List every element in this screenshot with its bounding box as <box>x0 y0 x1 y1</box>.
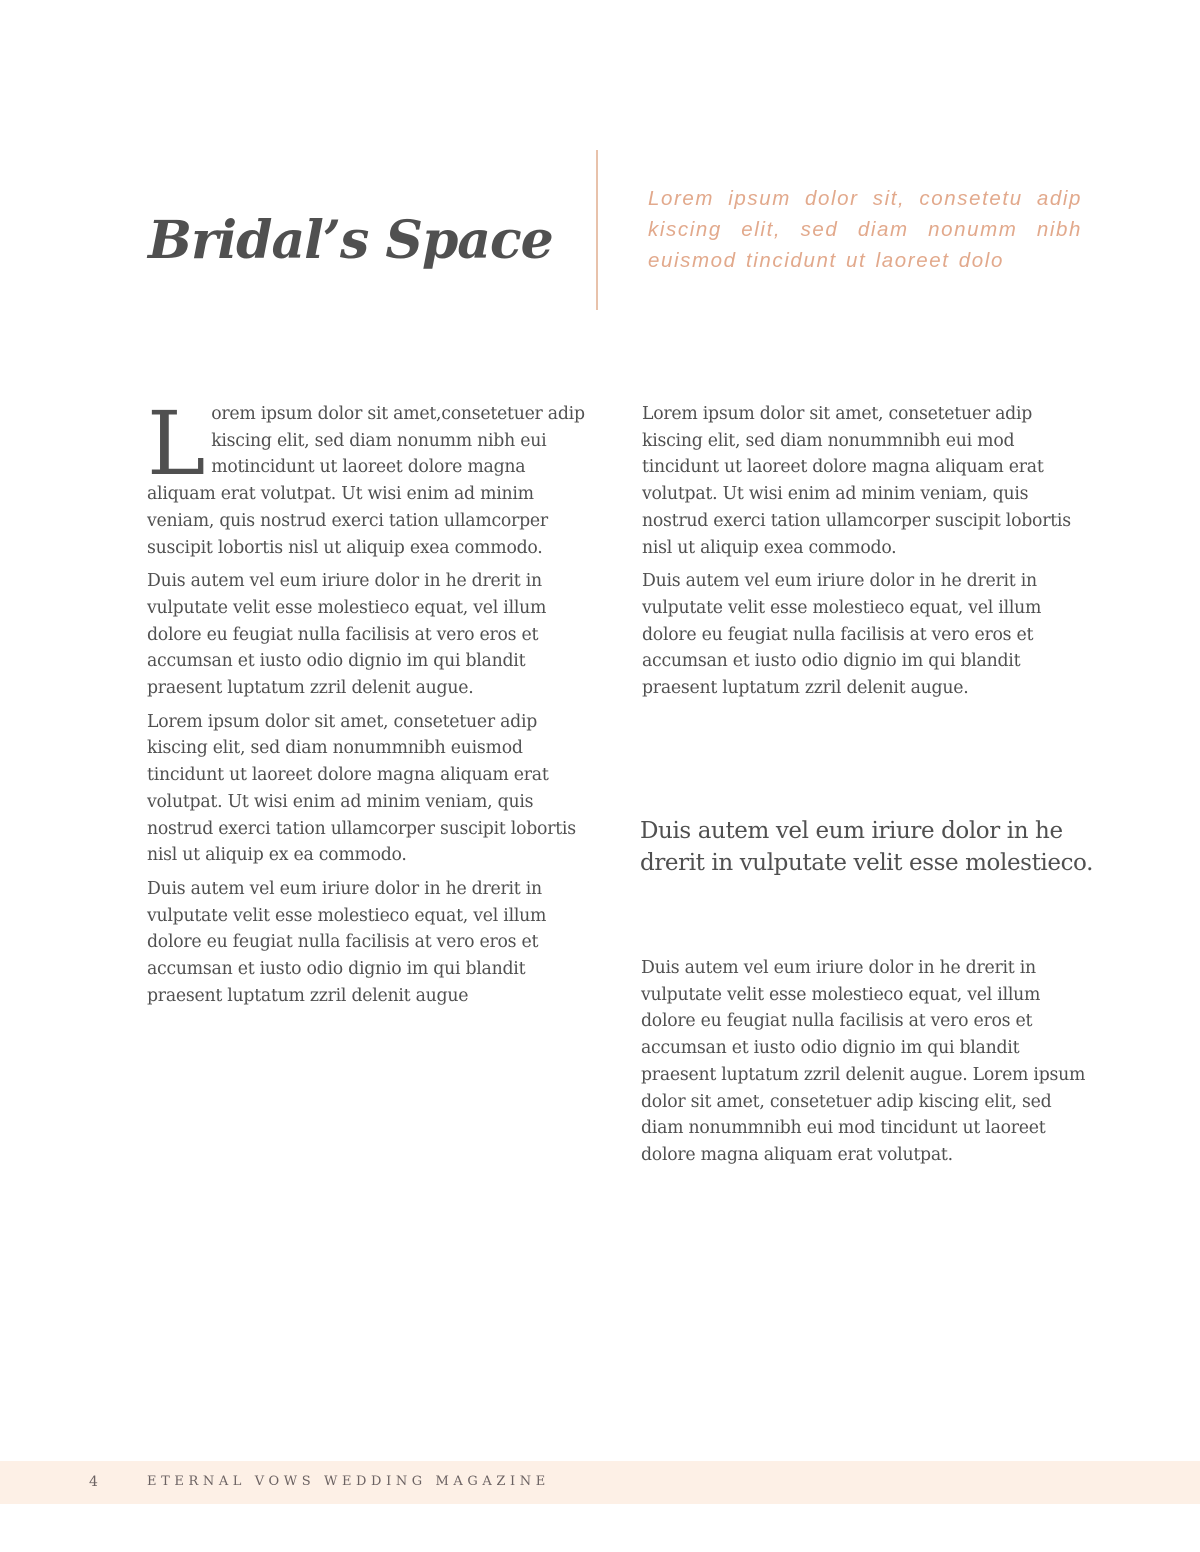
body-paragraph: Duis autem vel eum iriure dolor in he drerit in vulputate velit esse molestieco equat, vel illum dolore eu feugiat nulla facilisis at vero eros et accumsan et iusto odio dignio im qui blandit praesent luptatum zzril delenit augue. <box>642 571 1042 699</box>
body-paragraph: Lorem ipsum dolor sit amet, consetetuer adip kiscing elit, sed diam nonummnibh eui mod tincidunt ut laoreet dolore magna aliquam erat volutpat. Ut wisi enim ad minim veniam, quis nostrud exerci tation ullamcorper suscipit lobortis nisl ut aliquip exea commodo. <box>642 404 1071 558</box>
drop-cap: L <box>147 392 206 495</box>
page-number: 4 <box>89 1474 98 1490</box>
closing-paragraph: Duis autem vel eum iriure dolor in he drerit in vulputate velit esse molestieco equat, vel illum dolore eu feugiat nulla facilisis at vero eros et accumsan et iusto odio dignio im qui blandit praesent luptatum zzril delenit augue. Lorem ipsum dolor sit amet, consetetuer adip kiscing elit, sed diam nonummnibh eui mod tincidunt ut laoreet dolore magna aliquam erat volutpat. <box>641 958 1086 1165</box>
right-column <box>642 401 1092 709</box>
left-column <box>147 392 595 1016</box>
body-paragraph: Duis autem vel eum iriure dolor in he drerit in vulputate velit esse molestieco equat, vel illum dolore eu feugiat nulla facilisis at vero eros et accumsan et iusto odio dignio im qui blandit praesent luptatum zzril delenit augue. <box>147 571 547 699</box>
body-paragraph <box>147 392 595 561</box>
paragraph-text: orem ipsum dolor sit amet,consetetuer adip kiscing elit, sed diam nonumm nibh eui motincidunt ut laoreet dolore magna aliquam erat volutpat. Ut wisi enim ad minim veniam, quis nostrud exerci tation ullamcorper suscipit lobortis nisl ut aliquip exea commodo. <box>147 404 585 558</box>
pull-quote: Duis autem vel eum iriure dolor in he drerit in vulputate velit esse molestieco. <box>640 818 1094 876</box>
intro-text: Lorem ipsum dolor sit, consetetu adip kiscing elit, sed diam nonumm nibh euismod tincidunt ut laoreet dolo <box>648 187 1082 272</box>
magazine-name: ETERNAL VOWS WEDDING MAGAZINE <box>147 1474 550 1489</box>
vertical-divider <box>596 150 598 310</box>
body-paragraph: Lorem ipsum dolor sit amet, consetetuer adip kiscing elit, sed diam nonummnibh euismod tincidunt ut laoreet dolore magna aliquam erat volutpat. Ut wisi enim ad minim veniam, quis nostrud exerci tation ullamcorper suscipit lobortis nisl ut aliquip ex ea commodo. <box>147 711 576 866</box>
body-paragraph: Duis autem vel eum iriure dolor in he drerit in vulputate velit esse molestieco equat, vel illum dolore eu feugiat nulla facilisis at vero eros et accumsan et iusto odio dignio im qui blandit praesent luptatum zzril delenit augue <box>147 878 547 1006</box>
page-footer <box>0 1461 1200 1504</box>
page-title: Bridal’s Space <box>148 210 553 271</box>
